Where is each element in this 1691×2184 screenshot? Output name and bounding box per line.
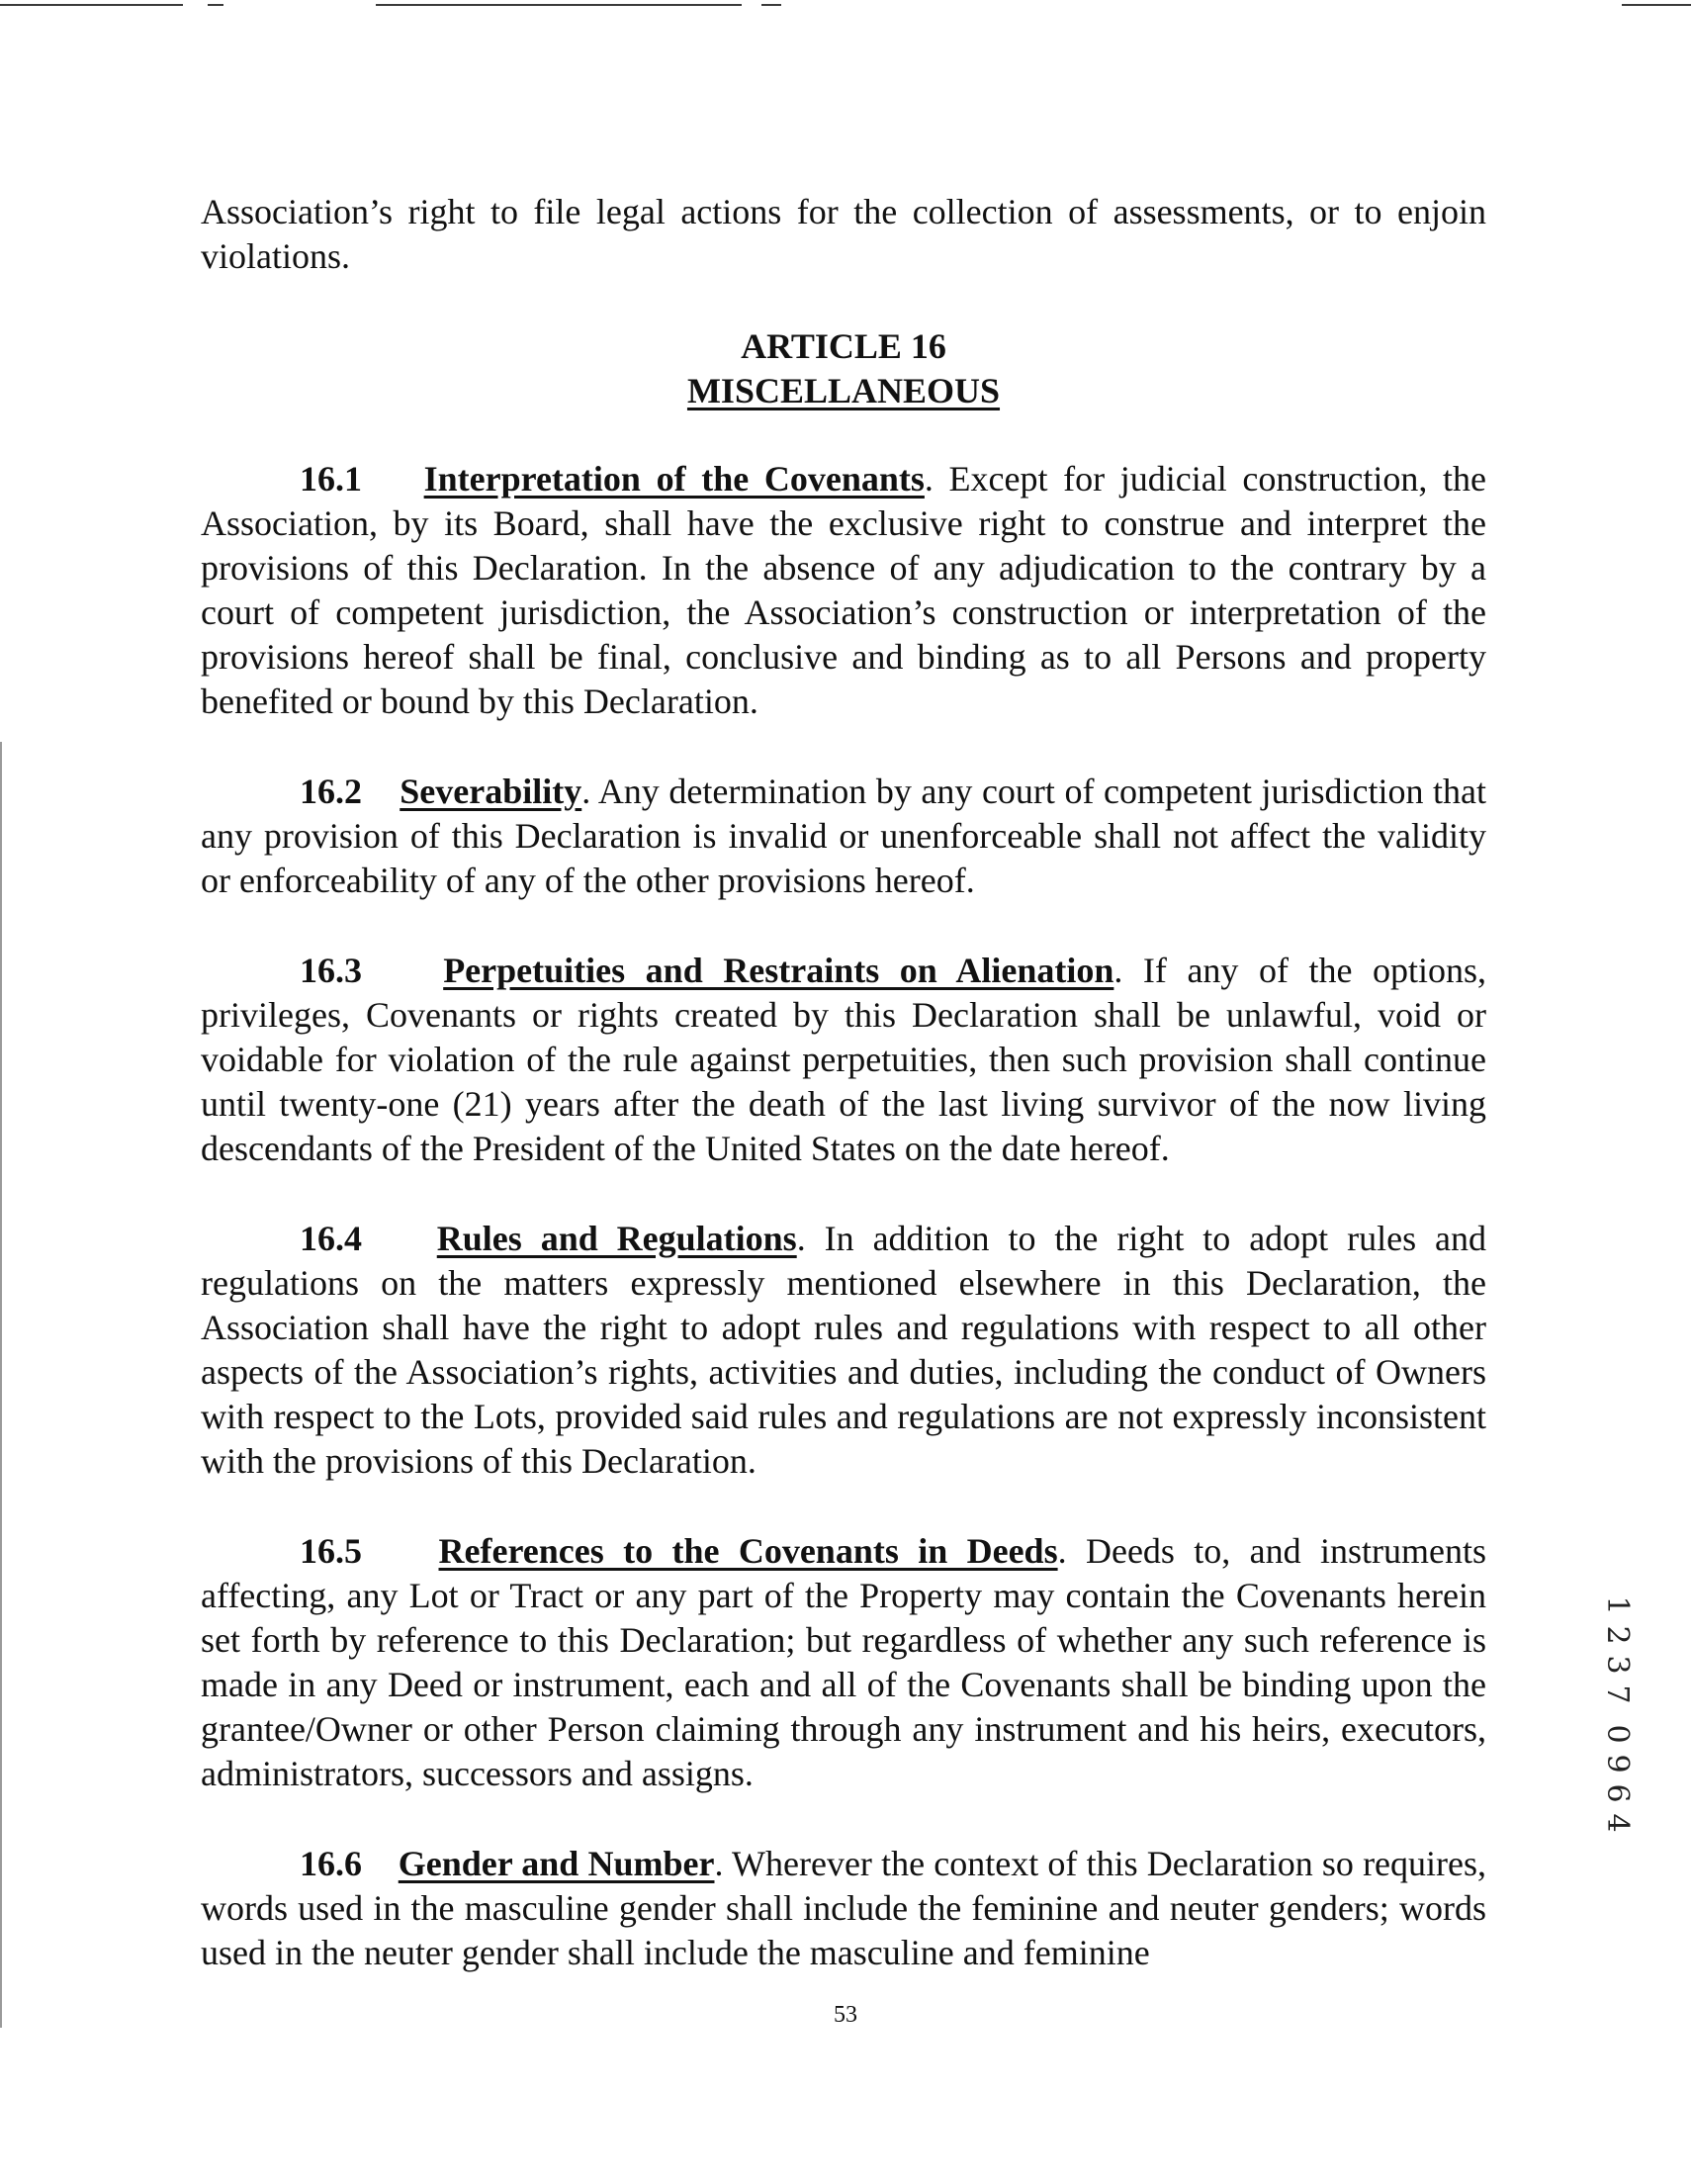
section-number: 16.1 [300, 459, 362, 499]
section-number: 16.2 [300, 772, 362, 811]
section-title: References to the Covenants in Deeds [438, 1531, 1058, 1571]
section-number: 16.4 [300, 1219, 362, 1258]
section-title-period: . [796, 1219, 806, 1258]
section-number: 16.5 [300, 1531, 362, 1571]
recording-digit: 3 [1600, 1655, 1635, 1675]
scan-edge-line [0, 4, 183, 6]
section-text: Any determination by any court of competent jurisdiction that any provision of this Declaration is invalid or unenforceable shall not affect the validity or enforceability of any of the other provisions hereof. [201, 772, 1487, 900]
recording-digit: 1 [1600, 1595, 1635, 1615]
section-text: Wherever the context of this Declaration so requires, words used in the masculine gender shall include the feminine and neuter genders; words used in the neuter gender shall include the masculine and feminine [201, 1844, 1487, 1972]
scan-edge-line [376, 4, 742, 6]
intro-paragraph: Association’s right to file legal actions for the collection of assessments, or to enjoin violations. [201, 192, 1486, 276]
article-number: ARTICLE 16 [741, 326, 946, 366]
section-title-period: . [1113, 951, 1123, 990]
section-16-1 [201, 457, 1486, 724]
section-number: 16.6 [300, 1844, 362, 1883]
section-16-3 [201, 949, 1486, 1171]
scan-edge-line [208, 4, 223, 6]
section-16-2 [201, 770, 1486, 903]
section-text: In addition to the right to adopt rules and regulations on the matters expressly mentioned elsewhere in this Declaration, the Association shall have the right to adopt rules and regulations with respect to all other aspects of the Association’s rights, activities and duties, including the conduct of Owners with respect to the Lots, provided said rules and regulations are not expressly inconsistent with the provisions of this Declaration. [201, 1219, 1487, 1481]
section-text: Deeds to, and instruments affecting, any Lot or Tract or any part of the Property may contain the Covenants herein set forth by reference to this Declaration; but regardless of whether any such reference is made in any Deed or instrument, each and all of the Covenants shall be binding upon the grantee/Owner or other Person claiming through any instrument and his heirs, executors, administrators, successors and assigns. [201, 1531, 1487, 1793]
recording-digit: 2 [1600, 1625, 1635, 1645]
document-page [201, 190, 1486, 1975]
section-title-period: . [581, 772, 591, 811]
section-title-period: . [714, 1844, 724, 1883]
recording-number-stamp [1597, 1591, 1637, 1838]
scan-edge-line [1622, 4, 1691, 6]
section-title: Perpetuities and Restraints on Alienation [443, 951, 1114, 990]
section-number: 16.3 [300, 951, 362, 990]
section-16-6 [201, 1842, 1486, 1975]
recording-digit: 0 [1600, 1724, 1635, 1744]
recording-digit: 7 [1600, 1684, 1635, 1704]
section-title: Severability [400, 772, 582, 811]
section-title-period: . [1057, 1531, 1067, 1571]
section-title: Gender and Number [398, 1844, 715, 1883]
section-text: Except for judicial construction, the Association, by its Board, shall have the exclusive right to construe and interpret the provisions of this Declaration. In the absence of any adjudication to the contrary by a court of competent jurisdiction, the Association’s construction or interpretation of the provisions hereof shall be final, conclusive and binding as to all Persons and property benefited or bound by this Declaration. [201, 459, 1486, 721]
section-title-period: . [924, 459, 934, 499]
section-text: If any of the options, privileges, Covenants or rights created by this Declaration shall be unlawful, void or voidable for violation of the rule against perpetuities, then such provision shall continue until twenty-one (21) years after the death of the last living survivor of the now living descendants of the President of the United States on the date hereof. [201, 951, 1487, 1168]
scan-edge-line [761, 4, 781, 6]
recording-digit: 4 [1600, 1813, 1635, 1833]
page-number: 53 [834, 2002, 857, 2028]
article-heading [201, 324, 1486, 413]
recording-digit: 6 [1600, 1783, 1635, 1803]
recording-digit: 9 [1600, 1754, 1635, 1774]
article-title: MISCELLANEOUS [686, 371, 1001, 410]
section-16-5 [201, 1529, 1486, 1796]
section-title: Rules and Regulations [436, 1219, 797, 1258]
section-title: Interpretation of the Covenants [423, 459, 925, 499]
scan-left-edge [0, 742, 2, 2028]
section-16-4 [201, 1217, 1486, 1484]
